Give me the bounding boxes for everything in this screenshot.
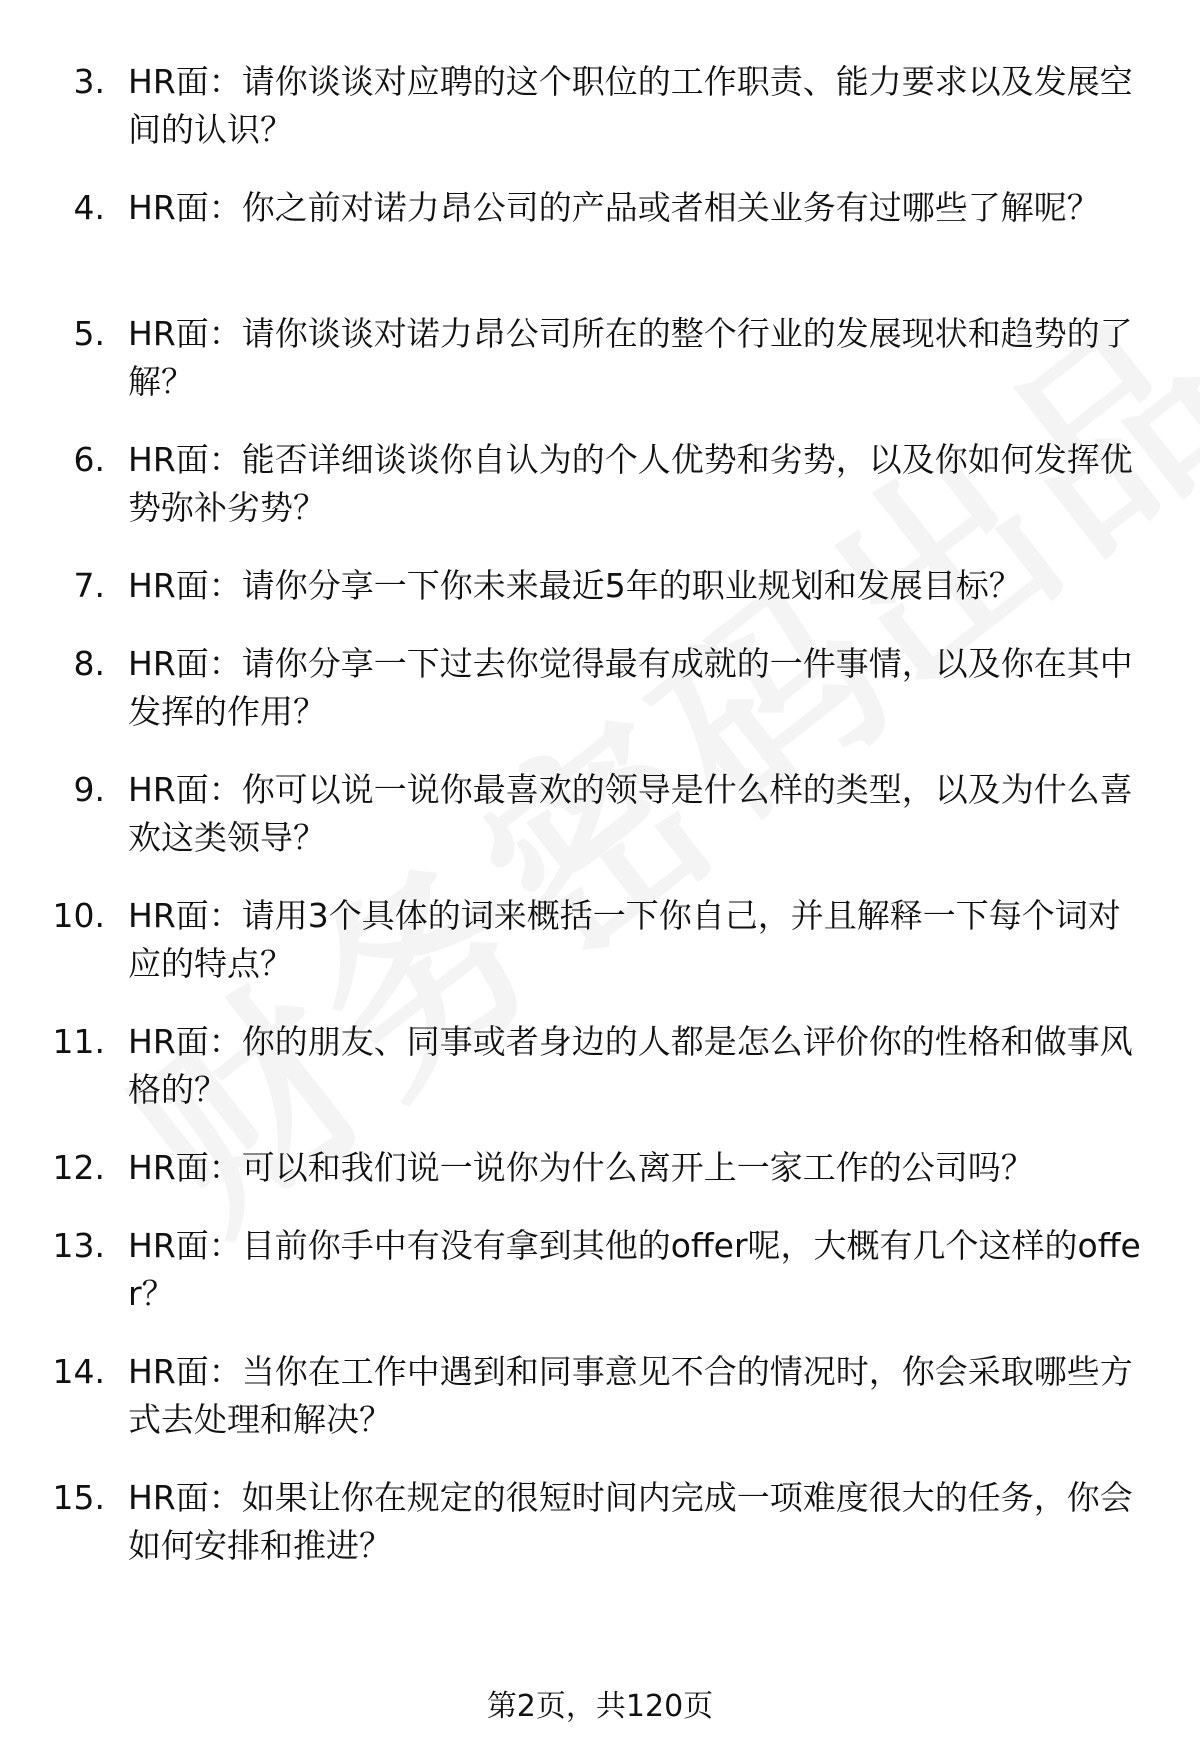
question-number: 3. [73,62,105,101]
question-text: HR面：你的朋友、同事或者身边的人都是怎么评价你的性格和做事风格的？ [128,1022,1133,1109]
question-text: HR面：可以和我们说一说你为什么离开上一家工作的公司吗？ [128,1148,1034,1187]
question-number: 14. [52,1352,105,1391]
list-item [0,58,1200,154]
question-number: 15. [52,1478,105,1517]
question-number: 12. [52,1148,105,1187]
list-item [0,1144,1200,1192]
question-list [0,58,1200,1600]
question-number: 6. [73,440,105,479]
question-text: HR面：请你分享一下你未来最近5年的职业规划和发展目标？ [128,566,1022,605]
question-text: HR面：如果让你在规定的很短时间内完成一项难度很大的任务，你会如何安排和推进？ [128,1478,1133,1565]
question-text: HR面：请你谈谈对应聘的这个职位的工作职责、能力要求以及发展空间的认识？ [128,62,1133,149]
question-number: 10. [52,896,105,935]
question-number: 4. [73,188,105,227]
question-number: 9. [73,770,105,809]
list-item [0,1018,1200,1114]
list-item [0,640,1200,736]
question-text: HR面：目前你手中有没有拿到其他的offer呢，大概有几个这样的offer？ [128,1226,1141,1313]
question-text: HR面：请你分享一下过去你觉得最有成就的一件事情，以及你在其中发挥的作用？ [128,644,1133,731]
list-item [0,766,1200,862]
list-item [0,310,1200,406]
list-item [0,436,1200,532]
question-number: 5. [73,314,105,353]
list-item [0,562,1200,610]
question-text: HR面：当你在工作中遇到和同事意见不合的情况时，你会采取哪些方式去处理和解决？ [128,1352,1133,1439]
question-text: HR面：能否详细谈谈你自认为的个人优势和劣势，以及你如何发挥优势弥补劣势？ [128,440,1133,527]
question-text: HR面：你可以说一说你最喜欢的领导是什么样的类型，以及为什么喜欢这类领导？ [128,770,1133,857]
question-number: 13. [52,1226,105,1265]
list-item [0,1348,1200,1444]
question-number: 7. [73,566,105,605]
list-item [0,184,1200,280]
list-item [0,892,1200,988]
question-number: 8. [73,644,105,683]
question-text: HR面：请用3个具体的词来概括一下你自己，并且解释一下每个词对应的特点？ [128,896,1121,983]
question-text: HR面：你之前对诺力昂公司的产品或者相关业务有过哪些了解呢？ [128,188,1100,227]
page-footer: 第2页，共120页 [486,1689,714,1724]
list-item [0,1222,1200,1318]
question-text: HR面：请你谈谈对诺力昂公司所在的整个行业的发展现状和趋势的了解？ [128,314,1133,401]
question-number: 11. [52,1022,105,1061]
list-item [0,1474,1200,1570]
